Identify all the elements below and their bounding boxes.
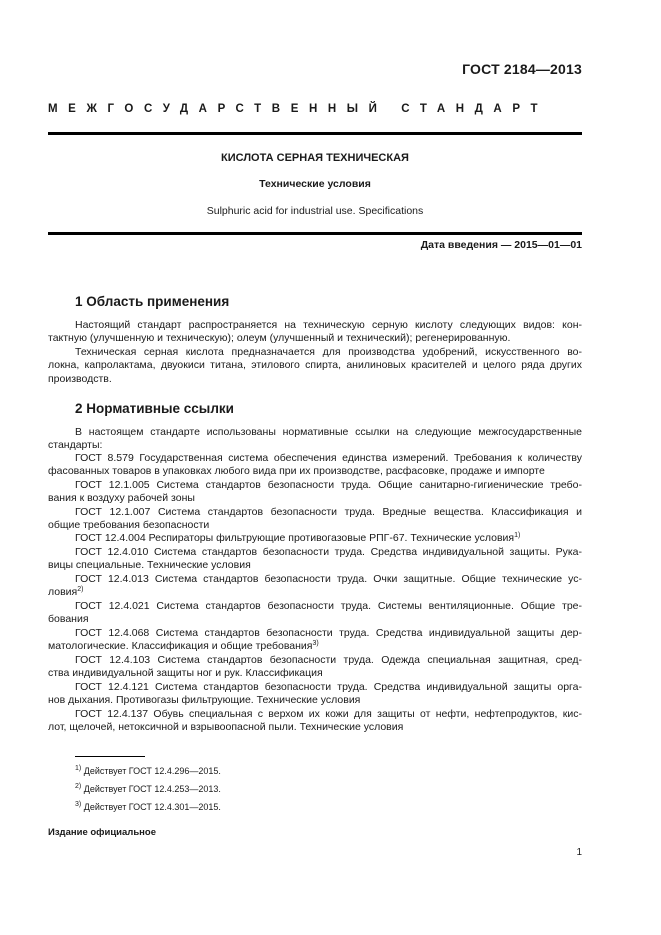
section-heading: 2 Нормативные ссылки bbox=[75, 401, 234, 416]
paragraph-line: производств. bbox=[48, 372, 112, 385]
footnote bbox=[75, 802, 221, 812]
paragraph-line: В настоящем стандарте использованы нормативные ссылки на следующие межгосударственные bbox=[75, 426, 582, 438]
footnote bbox=[75, 766, 221, 776]
document-title: КИСЛОТА СЕРНАЯ ТЕХНИЧЕСКАЯ bbox=[221, 152, 409, 164]
reference-line: нов дыхания. Противогазы фильтрующие. Технические условия bbox=[48, 694, 361, 707]
paragraph-line: Техническая серная кислота предназначается для производства удобрений, искусственного во- bbox=[75, 346, 582, 358]
reference-line bbox=[48, 586, 582, 599]
reference-line: ГОСТ 12.4.103 Система стандартов безопасности труда. Одежда специальная защитная, сред- bbox=[75, 654, 582, 666]
paragraph bbox=[48, 426, 582, 453]
footnote-mark: 3) bbox=[75, 801, 82, 808]
section-heading: 1 Область применения bbox=[75, 294, 230, 309]
reference-line: ГОСТ 12.4.021 Система стандартов безопасности труда. Системы вентиляционные. Общие тре- bbox=[75, 600, 582, 612]
reference-line bbox=[48, 640, 582, 653]
document-subtitle: Технические условия bbox=[259, 178, 371, 190]
reference-item bbox=[48, 600, 582, 627]
reference-line: ГОСТ 12.4.013 Система стандартов безопасности труда. Очки защитные. Общие технические ус- bbox=[75, 573, 582, 585]
paragraph-line: локна, капролактама, двуокиси титана, этилового спирта, анилиновых красителей и целого ряда других bbox=[48, 359, 582, 372]
footnote-text: Действует ГОСТ 12.4.253—2013. bbox=[83, 784, 221, 794]
reference-item bbox=[48, 681, 582, 708]
reference-text: матологические. Классификация и общие требования bbox=[48, 640, 313, 653]
reference-line: общие требования безопасности bbox=[48, 519, 210, 532]
official-edition-label: Издание официальное bbox=[48, 827, 156, 838]
footnote-text: Действует ГОСТ 12.4.301—2015. bbox=[83, 802, 221, 812]
footnote-mark: 1) bbox=[75, 765, 82, 772]
reference-line: ГОСТ 12.4.068 Система стандартов безопасности труда. Средства индивидуальной защиты дер- bbox=[75, 627, 582, 639]
paragraph-line: стандарты: bbox=[48, 439, 103, 452]
reference-item bbox=[48, 708, 582, 735]
reference-item bbox=[48, 532, 582, 545]
reference-item bbox=[48, 452, 582, 479]
reference-item bbox=[48, 627, 582, 654]
footnote-divider bbox=[75, 756, 145, 757]
interstate-standard-label: МЕЖГОСУДАРСТВЕННЫЙ СТАНДАРТ bbox=[48, 103, 549, 115]
document-code: ГОСТ 2184—2013 bbox=[462, 61, 582, 77]
introduction-date: Дата введения — 2015—01—01 bbox=[420, 239, 582, 251]
page-number: 1 bbox=[576, 847, 582, 858]
english-title: Sulphuric acid for industrial use. Specifications bbox=[206, 205, 424, 217]
header-divider bbox=[48, 132, 582, 135]
reference-item bbox=[48, 506, 582, 533]
reference-item bbox=[48, 546, 582, 573]
reference-text: ловия bbox=[48, 586, 78, 599]
footnote-text: Действует ГОСТ 12.4.296—2015. bbox=[83, 766, 221, 776]
reference-line: ГОСТ 12.1.005 Система стандартов безопасности труда. Общие санитарно-гигиенические требо- bbox=[75, 479, 582, 491]
reference-line: ГОСТ 12.4.010 Система стандартов безопасности труда. Средства индивидуальной защиты. Рука- bbox=[75, 546, 582, 558]
paragraph-line: Настоящий стандарт распространяется на техническую серную кислоту следующих видов: кон- bbox=[75, 319, 582, 331]
reference-line: бования bbox=[48, 613, 89, 626]
footnote-mark: 3) bbox=[312, 640, 319, 648]
reference-line: фасованных товаров в упаковках любого вида при их производстве, расфасовке, продаже и импорте bbox=[48, 465, 545, 478]
paragraph-line: тактную (улучшенную и техническую); олеум (улучшенный и технический); регенерированную. bbox=[48, 332, 511, 345]
reference-item bbox=[48, 479, 582, 506]
reference-item bbox=[48, 654, 582, 681]
reference-line: ГОСТ 12.1.007 Система стандартов безопасности труда. Вредные вещества. Классификация и bbox=[75, 506, 582, 518]
footnote-mark: 2) bbox=[77, 586, 84, 594]
reference-line: ства индивидуальной защиты ног и рук. Классификация bbox=[48, 667, 323, 680]
reference-line: вицы специальные. Технические условия bbox=[48, 559, 251, 572]
paragraph bbox=[48, 319, 582, 346]
footnote bbox=[75, 784, 221, 794]
reference-text: ГОСТ 12.4.004 Респираторы фильтрующие противогазовые РПГ-67. Технические условия bbox=[75, 532, 515, 544]
reference-line: лот, щелочей, нетоксичной и взрывоопасной пыли. Технические условия bbox=[48, 721, 404, 734]
reference-line bbox=[48, 532, 582, 545]
reference-item bbox=[48, 573, 582, 600]
footnote-mark: 2) bbox=[75, 783, 82, 790]
reference-line: ГОСТ 8.579 Государственная система обеспечения единства измерений. Требования к количеству bbox=[75, 452, 582, 464]
reference-line: ГОСТ 12.4.121 Система стандартов безопасности труда. Средства индивидуальной защиты орга- bbox=[75, 681, 582, 693]
footnote-mark: 1) bbox=[514, 532, 521, 539]
title-divider bbox=[48, 232, 582, 235]
reference-line: ГОСТ 12.4.137 Обувь специальная с верхом их кожи для защиты от нефти, нефтепродуктов, кис- bbox=[75, 708, 582, 720]
reference-line: вания к воздуху рабочей зоны bbox=[48, 492, 195, 505]
paragraph bbox=[48, 346, 582, 386]
